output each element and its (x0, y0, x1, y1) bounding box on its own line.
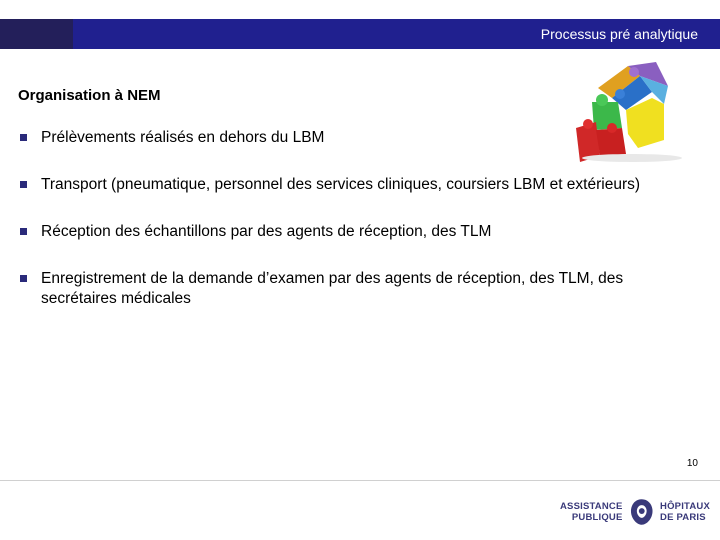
bullet-marker (20, 275, 27, 282)
puzzle-shadow (582, 154, 682, 162)
aphp-logo (560, 494, 710, 530)
puzzle-piece-green (592, 102, 622, 130)
slide-section-title: Processus pré analytique (540, 26, 698, 42)
footer-divider (0, 480, 720, 481)
aphp-emblem-icon (629, 497, 654, 527)
header-main (73, 19, 720, 49)
bullet-marker (20, 181, 27, 188)
bullet-marker (20, 228, 27, 235)
bullet-item (18, 269, 688, 309)
logo-text-left: ASSISTANCE PUBLIQUE (560, 501, 623, 523)
bullet-marker (20, 134, 27, 141)
logo-text-right: HÔPITAUX DE PARIS (660, 501, 710, 523)
bullet-item (18, 222, 688, 242)
bullet-item (18, 175, 688, 195)
header-accent (0, 19, 73, 49)
bullet-text: Réception des échantillons par des agents de réception, des TLM (41, 223, 492, 240)
bullet-text: Prélèvements réalisés en dehors du LBM (41, 129, 325, 146)
puzzle-house-image (568, 58, 694, 164)
bullet-text: Enregistrement de la demande d’examen par des agents de réception, des TLM, des secrétaires médicales (41, 270, 624, 307)
bullet-text: Transport (pneumatique, personnel des services cliniques, coursiers LBM et extérieurs) (41, 176, 641, 193)
page-number: 10 (686, 458, 698, 469)
header-bar (0, 19, 720, 49)
slide-heading: Organisation à NEM (18, 87, 161, 104)
